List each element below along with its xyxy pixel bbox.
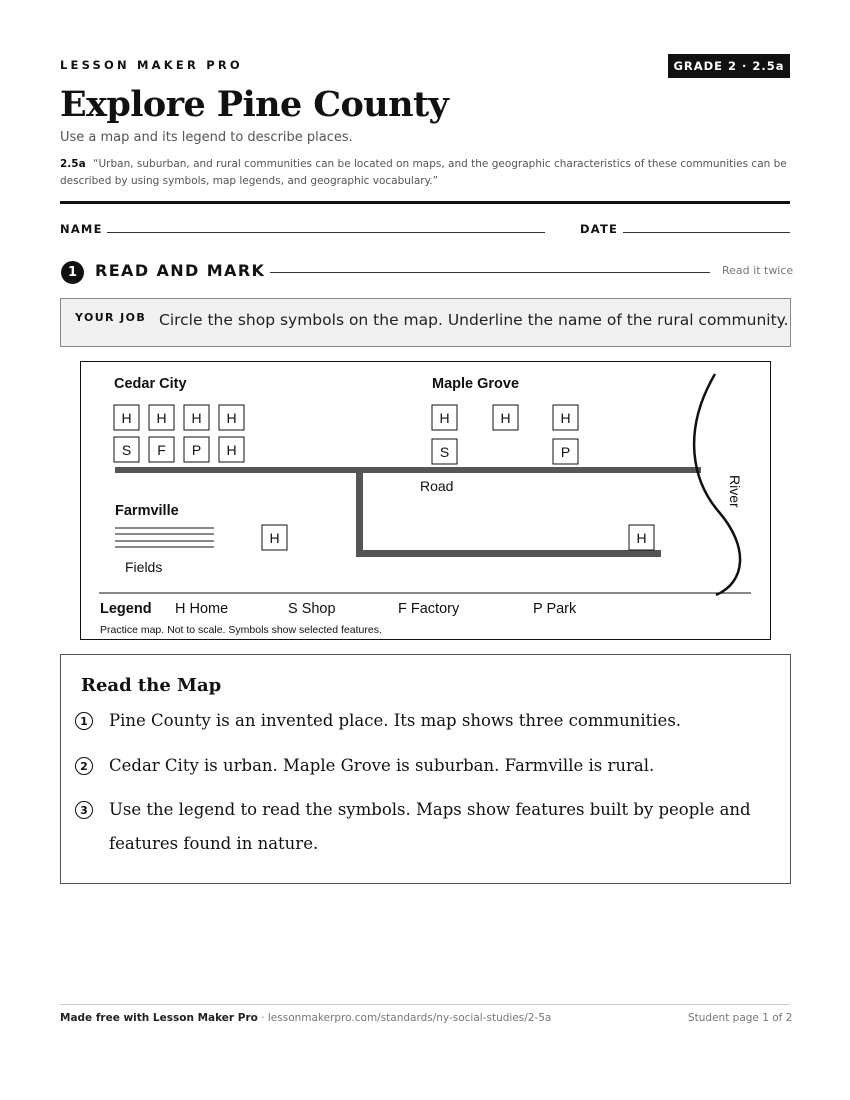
name-field[interactable] [107,232,545,233]
brand-name: LESSON MAKER PRO [60,58,243,72]
read-item [75,756,775,786]
read-the-map-title: Read the Map [81,675,222,696]
symbol-letter: H [500,410,511,426]
maple-grove-symbol-p [553,439,578,464]
standard-code: 2.5a [60,158,86,170]
symbol-letter: S [121,442,132,458]
read-item-text: Use the legend to read the symbols. Maps show features built by people and features found in nature. [109,800,751,853]
job-box [60,298,791,347]
branch-road-horizontal [356,550,661,557]
main-road [115,467,701,473]
legend-item-factory: F Factory [398,601,460,617]
symbol-letter: S [439,444,450,460]
maple-grove-symbol-h [432,405,457,430]
symbol-letter: P [560,444,571,460]
header-divider [60,201,790,204]
cedar-city-symbol-h [149,405,174,430]
symbol-letter: H [191,410,202,426]
standard-quote: “Urban, suburban, and rural communities can be located on maps, and the geographic characteristics of these communities can be described by using symbols, map legends, and geographic vocabulary.” [60,158,787,187]
grade-badge: GRADE 2 · 2.5a [668,54,790,78]
symbol-letter: H [560,410,571,426]
symbol-letter: H [269,530,280,546]
community-label-maple-grove[interactable]: Maple Grove [432,376,520,392]
section-note: Read it twice [722,264,794,277]
cedar-city-symbol-h [114,405,139,430]
worksheet-subtitle: Use a map and its legend to describe places. [60,130,353,145]
map-drawing [81,362,770,639]
cedar-city-symbol-h [219,437,244,462]
fields-symbol [115,528,214,547]
standard-text [60,156,790,190]
worksheet-title: Explore Pine County [60,84,449,125]
cedar-city-symbol-p [184,437,209,462]
read-item [75,800,775,870]
section-divider [270,272,710,273]
footer-divider [60,1004,790,1005]
section-number-badge: 1 [61,261,84,284]
footer-url[interactable]: · lessonmakerpro.com/standards/ny-social-studies/2-5a [261,1012,552,1024]
river-label: River [727,475,743,508]
item-number-badge: 3 [75,801,93,819]
legend-item-shop: S Shop [288,601,336,617]
maple-grove-symbol-h [553,405,578,430]
fields-label: Fields [125,559,163,575]
symbol-letter: H [156,410,167,426]
cedar-city-symbol-h [219,405,244,430]
job-label: YOUR JOB [75,311,147,324]
symbol-letter: P [191,442,202,458]
legend-title: Legend [100,601,152,617]
maple-grove-symbol-s[interactable] [432,439,457,464]
symbol-letter: H [226,442,237,458]
footer-credit [60,1012,551,1024]
read-item [75,711,775,741]
symbol-letter: F [157,442,166,458]
symbol-letter: H [226,410,237,426]
cedar-city-symbol-f [149,437,174,462]
date-label: DATE [580,222,619,236]
read-item-text: Cedar City is urban. Maple Grove is suburban. Farmville is rural. [109,756,655,775]
legend-item-home: H Home [175,601,229,617]
read-item-text: Pine County is an invented place. Its map shows three communities. [109,711,682,730]
name-label: NAME [60,222,103,236]
legend-item-park: P Park [533,601,577,617]
symbol-letter: H [636,530,647,546]
farmville-symbol-h [262,525,287,550]
read-the-map-box [60,654,791,884]
symbol-letter: H [439,410,450,426]
section-title: READ AND MARK [95,261,266,280]
branch-road-vertical [356,470,363,557]
date-field[interactable] [623,232,790,233]
cedar-city-symbol-s[interactable] [114,437,139,462]
community-label-farmville[interactable]: Farmville [115,503,179,519]
roadside-symbol-h [629,525,654,550]
item-number-badge: 2 [75,757,93,775]
footer-made-with: Made free with Lesson Maker Pro [60,1012,258,1024]
job-instruction: Circle the shop symbols on the map. Underline the name of the rural community. [159,311,789,329]
road-label: Road [420,478,454,494]
symbol-letter: H [121,410,132,426]
practice-map [80,361,771,640]
map-caption: Practice map. Not to scale. Symbols show selected features. [100,624,382,636]
maple-grove-symbol-h [493,405,518,430]
item-number-badge: 1 [75,712,93,730]
community-label-cedar-city[interactable]: Cedar City [114,376,187,392]
cedar-city-symbol-h [184,405,209,430]
footer-page-number: Student page 1 of 2 [688,1012,793,1024]
